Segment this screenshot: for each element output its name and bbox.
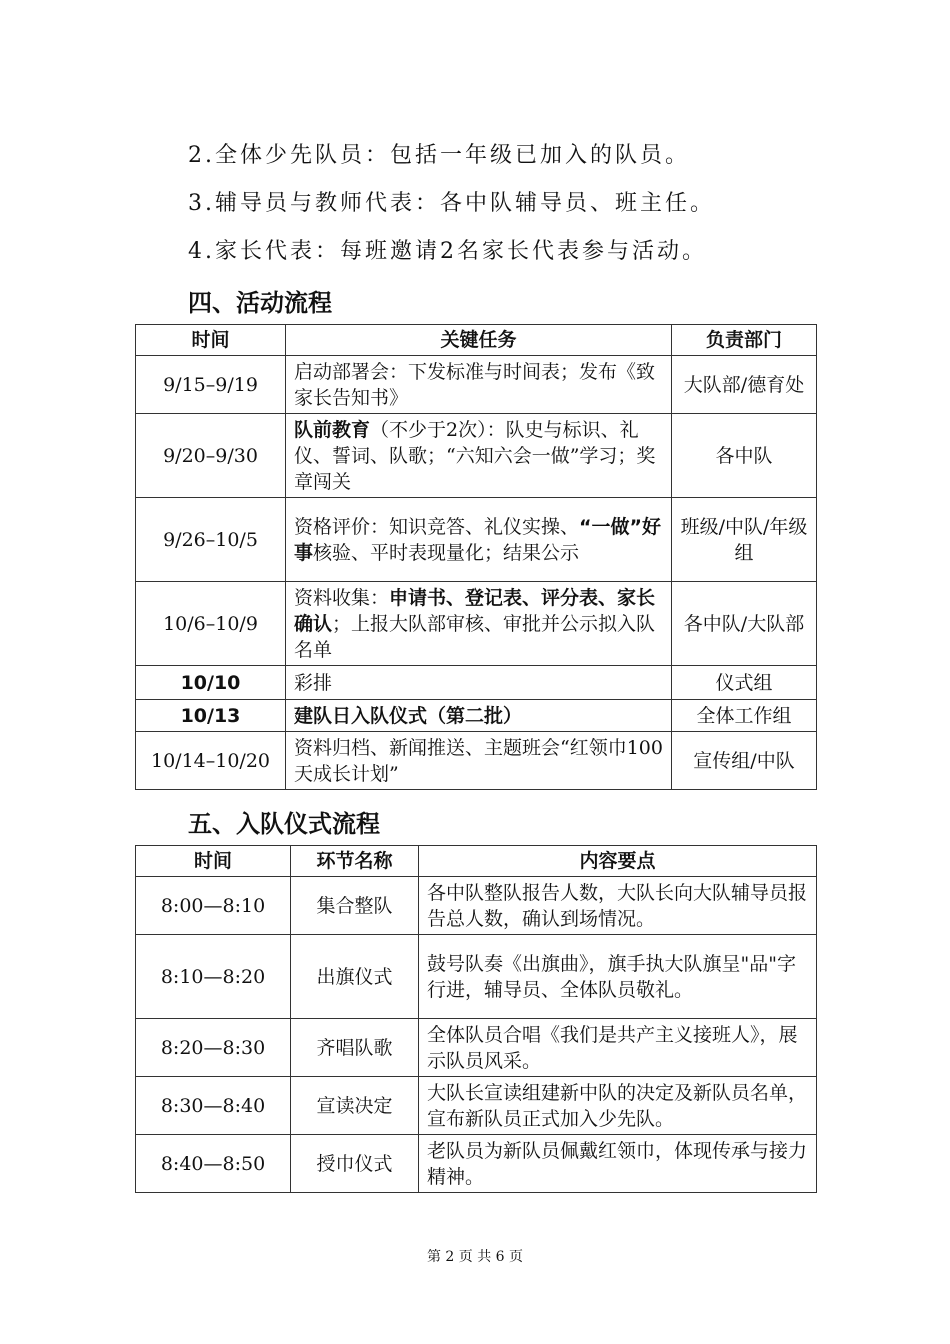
step-name-cell: 授巾仪式 [291, 1135, 419, 1193]
task-text-bold: “一做”好事 [294, 515, 661, 564]
task-cell [286, 356, 672, 414]
dept-cell: 全体工作组 [672, 700, 817, 732]
dept-cell: 宣传组/中队 [672, 732, 817, 790]
table-row [136, 877, 817, 935]
content-cell: 老队员为新队员佩戴红领巾，体现传承与接力精神。 [419, 1135, 817, 1193]
time-cell: 8:10—8:20 [136, 935, 291, 1019]
table-row [136, 1077, 817, 1135]
activity-flow-table [135, 324, 817, 790]
time-cell: 9/15–9/19 [136, 356, 286, 414]
content-cell: 全体队员合唱《我们是共产主义接班人》，展示队员风采。 [419, 1019, 817, 1077]
task-text: 彩排 [294, 671, 333, 694]
task-text: （不少于2次）：队史与标识、礼仪、誓词、队歌；“六知六会一做”学习；奖章闯关 [294, 418, 656, 493]
task-cell [286, 732, 672, 790]
dept-cell: 仪式组 [672, 666, 817, 700]
section5-title: 五、入队仪式流程 [188, 810, 380, 838]
time-cell: 10/14–10/20 [136, 732, 286, 790]
dept-cell: 各中队 [672, 414, 817, 498]
task-text-bold: 队前教育 [294, 418, 371, 441]
content-cell: 各中队整队报告人数，大队长向大队辅导员报告总人数，确认到场情况。 [419, 877, 817, 935]
dept-cell: 各中队/大队部 [672, 582, 817, 666]
header-time: 时间 [136, 846, 291, 877]
table-header-row [136, 846, 817, 877]
task-text-bold: 申请书、登记表、评分表、家长确认 [294, 586, 656, 635]
time-cell: 8:00—8:10 [136, 877, 291, 935]
dept-cell: 班级/中队/年级组 [672, 498, 817, 582]
page-footer: 第 2 页 共 6 页 [426, 1249, 524, 1265]
step-name-cell: 宣读决定 [291, 1077, 419, 1135]
content-cell: 鼓号队奏《出旗曲》，旗手执大队旗呈"品"字行进，辅导员、全体队员敬礼。 [419, 935, 817, 1019]
header-dept: 负责部门 [672, 325, 817, 356]
table-row [136, 700, 817, 732]
content-cell: 大队长宣读组建新中队的决定及新队员名单，宣布新队员正式加入少先队。 [419, 1077, 817, 1135]
table-row [136, 1135, 817, 1193]
task-text-bold: 建队日入队仪式（第二批） [294, 704, 523, 727]
ceremony-flow-table [135, 845, 817, 1193]
section4-title: 四、活动流程 [188, 289, 332, 317]
table-row [136, 582, 817, 666]
task-text: 启动部署会：下发标准与时间表；发布《致家长告知书》 [294, 360, 656, 409]
task-text: 资格评价：知识竞答、礼仪实操、 [294, 515, 580, 538]
header-time: 时间 [136, 325, 286, 356]
time-cell: 8:40—8:50 [136, 1135, 291, 1193]
header-step-name: 环节名称 [291, 846, 419, 877]
task-cell [286, 666, 672, 700]
paragraph-teachers: 3.辅导员与教师代表：各中队辅导员、班主任。 [188, 191, 715, 216]
step-name-cell: 集合整队 [291, 877, 419, 935]
task-cell [286, 700, 672, 732]
table-row [136, 414, 817, 498]
table-row [136, 498, 817, 582]
time-cell: 10/10 [136, 666, 286, 700]
dept-cell: 大队部/德育处 [672, 356, 817, 414]
table-header-row [136, 325, 817, 356]
table-row [136, 935, 817, 1019]
table-row [136, 666, 817, 700]
table-row [136, 732, 817, 790]
step-name-cell: 齐唱队歌 [291, 1019, 419, 1077]
header-content: 内容要点 [419, 846, 817, 877]
step-name-cell: 出旗仪式 [291, 935, 419, 1019]
time-cell: 9/26–10/5 [136, 498, 286, 582]
time-cell: 8:30—8:40 [136, 1077, 291, 1135]
task-cell [286, 498, 672, 582]
task-text: 资料收集： [294, 586, 390, 609]
time-cell: 10/6–10/9 [136, 582, 286, 666]
task-text: ；上报大队部审核、审批并公示拟入队名单 [294, 612, 656, 661]
time-cell: 9/20–9/30 [136, 414, 286, 498]
paragraph-students: 2.全体少先队员：包括一年级已加入的队员。 [188, 143, 690, 168]
header-task: 关键任务 [286, 325, 672, 356]
task-text: 核验、平时表现量化；结果公示 [313, 541, 580, 564]
time-cell: 8:20—8:30 [136, 1019, 291, 1077]
paragraph-parents: 4.家长代表：每班邀请2名家长代表参与活动。 [188, 239, 707, 264]
time-cell: 10/13 [136, 700, 286, 732]
task-text: 资料归档、新闻推送、主题班会“红领巾100天成长计划” [294, 736, 663, 785]
task-cell [286, 582, 672, 666]
task-cell [286, 414, 672, 498]
table-row [136, 1019, 817, 1077]
table-row [136, 356, 817, 414]
